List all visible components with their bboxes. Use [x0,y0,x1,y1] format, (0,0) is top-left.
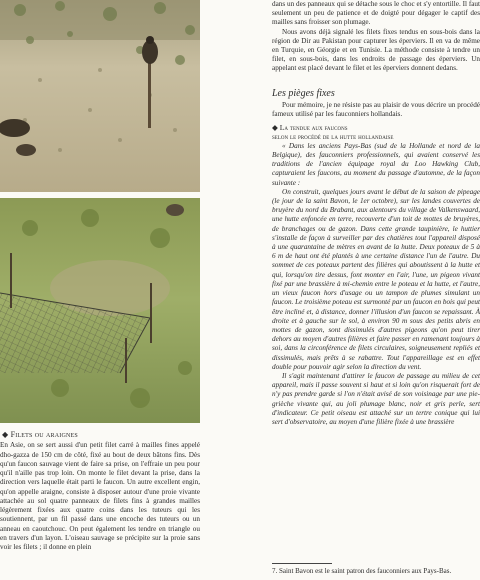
footnote-rule [272,563,332,564]
diamond-bullet-icon: ◆ [2,430,9,439]
net-trap-photo [0,198,200,423]
section-heading: Les pièges fixes [272,87,335,99]
left-section-heading: ◆ Filets ou araignes [2,430,78,439]
right-text-column [272,0,480,580]
quote-paragraph-1: « Dans les anciens Pays-Bas (sud de la Hollande et nord de la Belgique), des fauconniers professionnels, qui avaient conservé les traditions de l'ancien équipage royal du Loo Hawking Club, capturaient les faucons, au moment du passage d'automne, de la façon suivante : [272,141,480,187]
paragraph-2: Nous avons déjà signalé les filets fixes tendus en sous-bois dans la région de Dir au Pakistan pour capturer les éperviers. Il en va de même en Turquie, en Géorgie et en Tunisie. La méthode consiste à tendre un filet, en sous-bois, dans les endroits de passage des éperviers. Un appelant est placé devant le filet et les éperviers donnent dedans. [272,27,480,73]
quote-paragraph-3: Il s'agit maintenant d'attirer le faucon de passage au milieu de cet appareil, mais il passe souvent si haut et si loin qu'on risquerait fort de n'y pas prendre garde si l'on n'était avisé de son voisinage par une pie-grièche vivante qui, au joli plumage blanc, noir et gris perle, sert d'indicateur. Ce petit oiseau est attaché sur un tertre conique qui lui sert d'observatoire, au moyen d'une filière fixée à une brassière [272,371,480,426]
raptor-trap-photo-image [0,0,200,192]
net-trap-photo-image [0,198,200,423]
left-section-paragraph: En Asie, on se sert aussi d'un petit filet carré à mailles fines appelé dho-gazza de 150 cm de côté, fixé au bout de deux bâtons fins. Dès qu'un faucon sauvage vient de faire sa prise, on l'effraie un peu pour qu'il n'aille pas trop loin. On monte le filet devant la prise, dans la direction vers laquelle était parti le faucon. Un autre excellent engin, qu'on appelle araigne, consiste à disposer autour d'une proie vivante attachée au sol quatre panneaux de filets fins à grandes mailles légèrement fixées aux quatre coins dans les tuteurs qui les soutiennent, par un fil passé dans une encoche des tuteurs ou un anneau en caoutchouc. On peut également les tendre en triangle ou en travers d'un layon. L'oiseau sauvage se précipite sur la proie sans voir les filets ; il donne en plein [0,441,200,551]
diamond-bullet-icon: ◆ [272,123,278,133]
raptor-trap-photo [0,0,200,192]
intro-paragraph: dans un des panneaux qui se détache sous le choc et s'y entortille. Il faut seulement un peu de patience et de doigté pour dégager le captif des mailles sans froisser son plumage. [272,0,480,27]
subsection-heading: ◆ La tendue aux faucons selon le procédé de la hutte hollandaise [272,123,394,142]
left-text-block [0,430,200,580]
quote-paragraph-2: On construit, quelques jours avant le début de la saison de pipeage (le jour de la saint Bavon, le 1er octobre), sur les landes couvertes de bruyère du nord du Brabant, aux alentours du village de Valkenswaard, une hutte enfoncée en terre, recouverte d'un toit de mottes de bruyères, de branchages ou de gazon. Dans cette grande taupinière, le huttier s'installe de façon à surveiller par des chatières tout l'appareil disposé à une quarantaine de mètres en avant de la hutte. Deux poteaux de 5 à 6 m de haut ont été plantés à une certaine distance l'un de l'autre. Du sommet de ces poteaux partent des filières qui aboutissent à la hutte et qui, lorsqu'on tire dessus, font monter en l'air, l'une, un pigeon vivant fixé par une brassière à mi-chemin entre le poteau et la hutte, et l'autre, un vieux faucon hors d'usage ou un tampon de plumes simulant un faucon. Le troisième poteau est surmonté par un faucon en bois qui peut être incliné et, à distance, donner l'illusion d'un faucon se repaissant. À droite et à gauche sur le sol, à environ 90 m sous des petits abris en mottes de gazon, sont dissimulés d'autres pigeons qu'on peut tirer dehors au moyen d'autres filières et faire passer en ramenant toujours à soi, dans la circonférence de filets circulaires, soigneusement repliés et dissimulés, mais prêts à se rabattre. Tout l'appareillage est en effet double pour pouvoir agir selon la direction du vent. [272,187,480,371]
section-intro: Pour mémoire, je ne résiste pas au plaisir de vous décrire un procédé fameux utilisé par les fauconniers hollandais. [272,100,480,118]
footnote: 7. Saint Bavon est le saint patron des fauconniers aux Pays-Bas. [272,567,452,575]
